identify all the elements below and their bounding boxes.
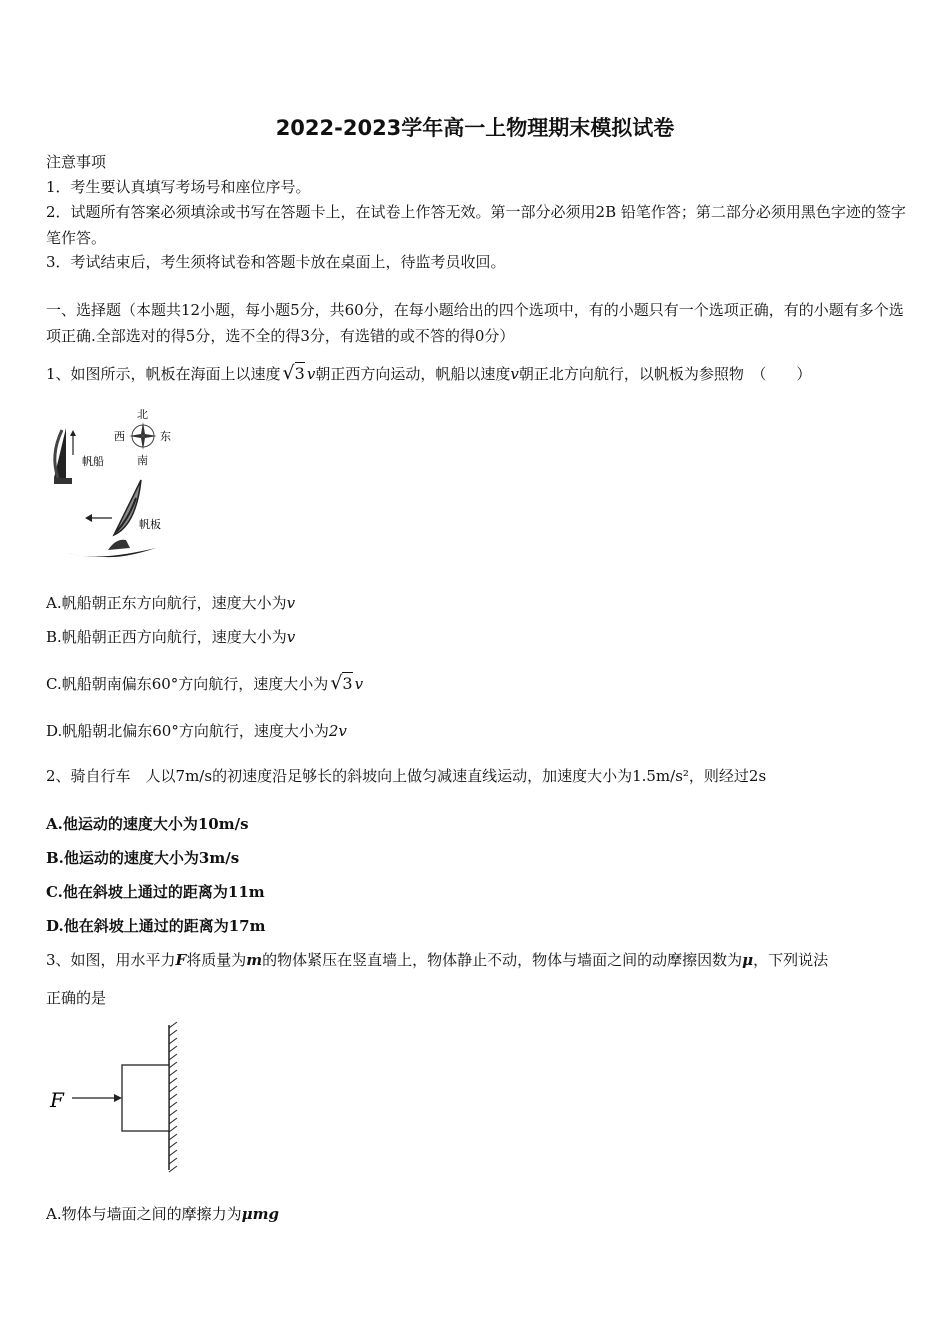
q1-var: v [306,365,316,383]
sqrt-symbol: √3 [330,672,353,694]
q2-option-a: A.他运动的速度大小为10m/s [46,815,249,833]
notice-item-1: 1．考生要认真填写考场号和座位序号。 [46,178,311,196]
force-label: F [50,1088,64,1112]
wall-block-figure [46,1020,186,1175]
page-title: 2022-2023学年高一上物理期末模拟试卷 [275,116,675,140]
q1-option-a: A.帆船朝正东方向航行，速度大小为v [46,594,296,612]
q1-text-mid: 朝正西方向运动，帆船以速度 [315,365,511,383]
west-label: 西 [114,430,125,443]
q1-text-post: 朝正北方向航行，以帆板为参照物 （ ） [518,365,812,383]
notice-item-3: 3．考试结束后，考生须将试卷和答题卡放在桌面上，待监考员收回。 [46,253,506,271]
east-label: 东 [160,430,171,443]
q1-option-b: B.帆船朝正西方向航行，速度大小为v [46,628,296,646]
board-label: 帆板 [139,518,161,531]
q1-text-pre: 1、如图所示，帆板在海面上以速度 [46,365,281,383]
question-1-stem [46,363,811,384]
question-3-stem-line2: 正确的是 [46,989,107,1007]
q1-var2: v [510,365,519,383]
notice-heading: 注意事项 [46,153,107,171]
q1-option-c: C.帆船朝南偏东60°方向航行，速度大小为 √3 v [46,672,364,694]
notice-item-2: 2．试题所有答案必须填涂或书写在答题卡上，在试卷上作答无效。第一部分必须用2B 铅笔作答；第二部分必须用黑色字迹的签字笔作答。 [46,203,906,247]
q2-option-c: C.他在斜坡上通过的距离为11m [46,883,265,901]
q2-option-d: D.他在斜坡上通过的距离为17m [46,917,266,935]
boat-label: 帆船 [82,455,104,468]
q3-option-a: A.物体与墙面之间的摩擦力为μmg [46,1205,279,1223]
question-3-stem: 3、如图，用水平力F将质量为m的物体紧压在竖直墙上，物体静止不动，物体与墙面之间的动摩擦因数为μ，下列说法 [46,951,829,969]
q1-option-d: D.帆船朝北偏东60°方向航行，速度大小为2v [46,722,347,740]
north-label: 北 [137,408,148,421]
sqrt-symbol: √3 [282,362,305,384]
section-intro: 一、选择题（本题共12小题，每小题5分，共60分，在每小题给出的四个选项中，有的小题只有一个选项正确，有的小题有多个选项正确.全部选对的得5分，选不全的得3分，有选错的或不答的得0分） [46,301,904,345]
question-2-stem: 2、骑自行车 人以7m/s的初速度沿足够长的斜坡向上做匀减速直线运动，加速度大小为1.5m/s²，则经过2s [46,767,767,785]
q2-option-b: B.他运动的速度大小为3m/s [46,849,240,867]
south-label: 南 [137,454,148,467]
sailboat-figure [46,400,186,570]
